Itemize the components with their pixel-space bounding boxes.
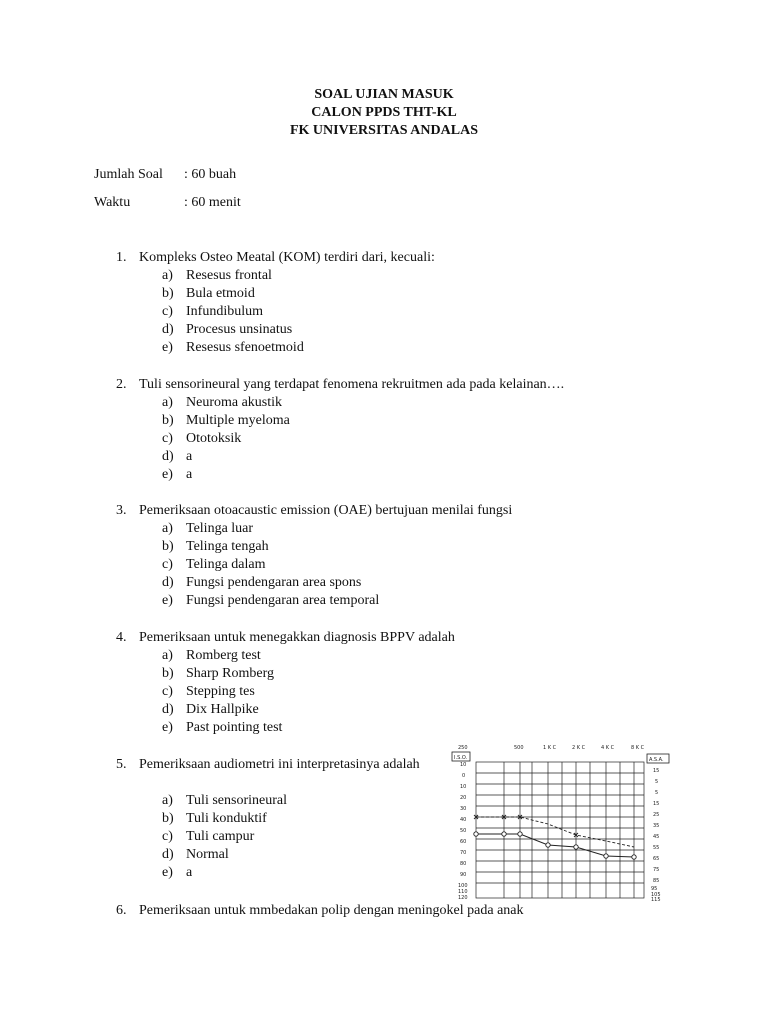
circle-marker bbox=[574, 845, 578, 849]
option-text: Multiple myeloma bbox=[186, 413, 290, 428]
option-text: Past pointing test bbox=[186, 720, 283, 735]
right-scale-tick: 15 bbox=[653, 801, 660, 807]
audiogram-chart bbox=[450, 740, 672, 902]
answer-option bbox=[162, 286, 255, 302]
option-letter: d) bbox=[162, 322, 174, 337]
question-count-value: : 60 buah bbox=[184, 167, 237, 182]
option-letter: c) bbox=[162, 829, 173, 844]
option-text: Romberg test bbox=[186, 648, 261, 663]
answer-option bbox=[162, 684, 255, 700]
freq-label: 4 K C bbox=[601, 745, 615, 751]
right-scale-tick: 115 bbox=[651, 897, 661, 902]
option-text: Tuli konduktif bbox=[186, 811, 267, 826]
iso-label: I.S.O. bbox=[454, 755, 468, 761]
option-text: Resesus sfenoetmoid bbox=[186, 340, 304, 355]
right-scale-tick: 55 bbox=[653, 845, 660, 851]
circle-marker bbox=[604, 854, 608, 858]
question-text: Pemeriksaan audiometri ini interpretasinya adalah bbox=[139, 757, 420, 772]
answer-option bbox=[162, 539, 269, 555]
right-scale-tick: 95 bbox=[651, 886, 658, 892]
option-text: Tuli sensorineural bbox=[186, 793, 287, 808]
answer-option bbox=[162, 413, 290, 429]
question-text: Tuli sensorineural yang terdapat fenomena rekruitmen ada pada kelainan…. bbox=[139, 377, 565, 392]
answer-option bbox=[162, 557, 266, 573]
answer-option bbox=[162, 720, 282, 736]
option-text: Telinga luar bbox=[186, 521, 254, 536]
answer-option bbox=[162, 449, 192, 465]
left-scale-tick: 70 bbox=[460, 850, 467, 856]
question-number: 3. bbox=[116, 503, 127, 518]
dashed-threshold-line bbox=[476, 817, 634, 847]
answer-option bbox=[162, 865, 192, 881]
circle-marker bbox=[474, 832, 478, 836]
option-text: a bbox=[186, 865, 193, 880]
option-letter: b) bbox=[162, 286, 174, 301]
option-letter: a) bbox=[162, 395, 173, 410]
option-letter: e) bbox=[162, 593, 173, 608]
left-scale-tick: 60 bbox=[460, 839, 467, 845]
audiogram-figure bbox=[450, 740, 672, 902]
answer-option bbox=[162, 322, 292, 338]
question-text: Pemeriksaan otoacaustic emission (OAE) bertujuan menilai fungsi bbox=[139, 503, 513, 518]
question-number: 6. bbox=[116, 903, 127, 918]
time-label: Waktu bbox=[94, 195, 131, 210]
right-scale-tick: 75 bbox=[653, 867, 660, 873]
option-letter: a) bbox=[162, 521, 173, 536]
left-scale-tick: 120 bbox=[458, 895, 468, 901]
answer-option bbox=[162, 340, 304, 356]
circle-marker bbox=[632, 855, 636, 859]
option-letter: d) bbox=[162, 575, 174, 590]
asa-label: A.S.A. bbox=[649, 757, 664, 763]
option-letter: b) bbox=[162, 811, 174, 826]
option-letter: a) bbox=[162, 648, 173, 663]
time-value: : 60 menit bbox=[184, 195, 241, 210]
doc-title-line-1: SOAL UJIAN MASUK bbox=[314, 87, 454, 102]
right-scale-tick: 15 bbox=[653, 768, 660, 774]
left-scale-tick: 110 bbox=[458, 889, 468, 895]
circle-marker bbox=[518, 832, 522, 836]
question-number: 4. bbox=[116, 630, 127, 645]
answer-option bbox=[162, 702, 259, 718]
freq-label: 8 K C bbox=[631, 745, 645, 751]
question-text: Pemeriksaan untuk mmbedakan polip dengan meningokel pada anak bbox=[139, 903, 524, 918]
answer-option bbox=[162, 648, 261, 664]
freq-label: 250 bbox=[458, 745, 468, 751]
option-letter: e) bbox=[162, 865, 173, 880]
left-scale-tick: 10 bbox=[460, 762, 467, 768]
option-letter: c) bbox=[162, 557, 173, 572]
option-letter: d) bbox=[162, 847, 174, 862]
answer-option bbox=[162, 304, 263, 320]
answer-option bbox=[162, 811, 267, 827]
answer-option bbox=[162, 829, 254, 845]
option-letter: d) bbox=[162, 702, 174, 717]
answer-option bbox=[162, 793, 287, 809]
left-scale-tick: 20 bbox=[460, 795, 467, 801]
option-letter: b) bbox=[162, 539, 174, 554]
right-scale-tick: 5 bbox=[655, 790, 659, 796]
option-letter: e) bbox=[162, 467, 173, 482]
option-letter: c) bbox=[162, 304, 173, 319]
option-text: Neuroma akustik bbox=[186, 395, 283, 410]
left-scale-tick: 80 bbox=[460, 861, 467, 867]
option-text: Telinga tengah bbox=[186, 539, 269, 554]
option-text: Infundibulum bbox=[186, 304, 263, 319]
option-letter: a) bbox=[162, 793, 173, 808]
left-scale-tick: 30 bbox=[460, 806, 467, 812]
right-scale-tick: 45 bbox=[653, 834, 660, 840]
right-scale-tick: 5 bbox=[655, 779, 659, 785]
option-letter: d) bbox=[162, 449, 174, 464]
answer-option bbox=[162, 268, 272, 284]
question-number: 2. bbox=[116, 377, 127, 392]
left-scale-tick: 10 bbox=[460, 784, 467, 790]
option-text: Stepping tes bbox=[186, 684, 255, 699]
option-text: Fungsi pendengaran area temporal bbox=[186, 593, 380, 608]
circle-marker bbox=[502, 832, 506, 836]
option-text: Bula etmoid bbox=[186, 286, 255, 301]
option-text: Tuli campur bbox=[186, 829, 255, 844]
left-scale-tick: 100 bbox=[458, 883, 468, 889]
option-text: Ototoksik bbox=[186, 431, 242, 446]
option-letter: b) bbox=[162, 666, 174, 681]
answer-option bbox=[162, 395, 282, 411]
doc-title-line-2: CALON PPDS THT-KL bbox=[311, 105, 457, 120]
freq-label: 1 K C bbox=[543, 745, 557, 751]
answer-option bbox=[162, 847, 229, 863]
question-number: 1. bbox=[116, 250, 127, 265]
option-text: Telinga dalam bbox=[186, 557, 266, 572]
option-text: Procesus unsinatus bbox=[186, 322, 293, 337]
freq-label: 2 K C bbox=[572, 745, 586, 751]
option-letter: c) bbox=[162, 684, 173, 699]
option-letter: b) bbox=[162, 413, 174, 428]
answer-option bbox=[162, 521, 253, 537]
right-scale-tick: 65 bbox=[653, 856, 660, 862]
answer-option bbox=[162, 431, 241, 447]
doc-title-line-3: FK UNIVERSITAS ANDALAS bbox=[289, 123, 478, 138]
answer-option bbox=[162, 593, 379, 609]
answer-option bbox=[162, 467, 192, 483]
audiogram-grid bbox=[476, 762, 644, 898]
question-text: Pemeriksaan untuk menegakkan diagnosis BPPV adalah bbox=[139, 630, 455, 645]
left-scale-tick: 90 bbox=[460, 872, 467, 878]
question-text: Kompleks Osteo Meatal (KOM) terdiri dari, kecuali: bbox=[139, 250, 435, 265]
right-scale-tick: 25 bbox=[653, 812, 660, 818]
option-letter: a) bbox=[162, 268, 173, 283]
option-text: Dix Hallpike bbox=[186, 702, 259, 717]
option-text: Resesus frontal bbox=[186, 268, 272, 283]
option-text: a bbox=[186, 467, 193, 482]
question-count-label: Jumlah Soal bbox=[94, 167, 163, 182]
answer-option bbox=[162, 575, 361, 591]
option-letter: e) bbox=[162, 340, 173, 355]
freq-label: 500 bbox=[514, 745, 524, 751]
circle-marker bbox=[546, 843, 550, 847]
solid-threshold-line bbox=[476, 834, 634, 857]
right-scale-tick: 85 bbox=[653, 878, 660, 884]
option-text: Normal bbox=[186, 847, 229, 862]
right-scale-tick: 105 bbox=[651, 892, 661, 898]
option-text: a bbox=[186, 449, 193, 464]
left-scale-tick: 50 bbox=[460, 828, 467, 834]
answer-option bbox=[162, 666, 274, 682]
right-scale-tick: 35 bbox=[653, 823, 660, 829]
option-text: Sharp Romberg bbox=[186, 666, 275, 681]
left-scale-tick: 40 bbox=[460, 817, 467, 823]
option-letter: e) bbox=[162, 720, 173, 735]
question-number: 5. bbox=[116, 757, 127, 772]
option-letter: c) bbox=[162, 431, 173, 446]
option-text: Fungsi pendengaran area spons bbox=[186, 575, 362, 590]
left-scale-tick: 0 bbox=[462, 773, 466, 779]
